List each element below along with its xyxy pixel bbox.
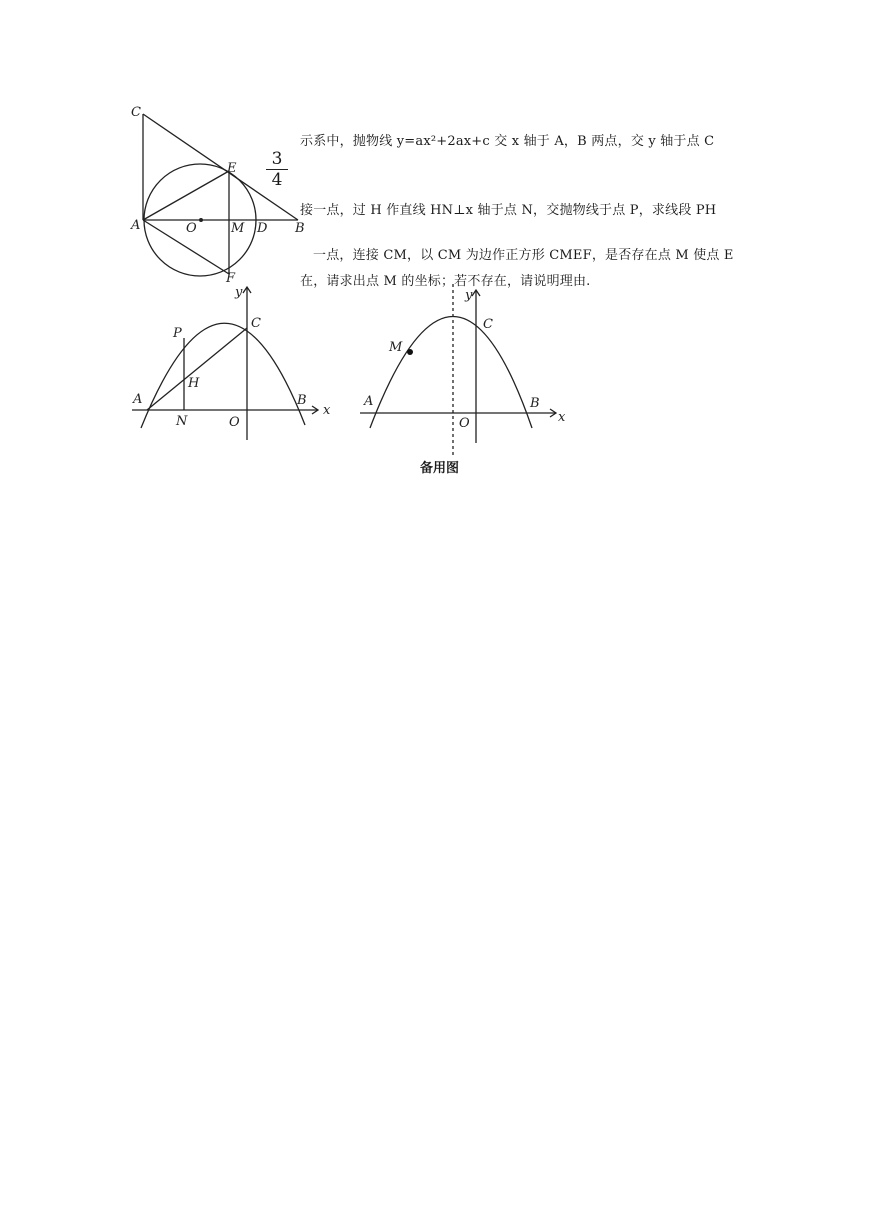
problem-text-line-3: 一点，连接 CM，以 CM 为边作正方形 CMEF，是否存在点 M 使点 E [313, 248, 734, 263]
label-O-2: O [459, 416, 470, 431]
label-x-2: x [558, 410, 566, 425]
label-C-2: C [483, 317, 493, 332]
fraction-numerator: 3 [271, 149, 283, 169]
label-y-2: y [465, 288, 473, 303]
label-A-2: A [364, 394, 374, 409]
label-B-2: B [530, 396, 540, 411]
label-O-1: O [229, 415, 240, 430]
label-B-circle: B [295, 221, 305, 236]
label-N: N [176, 414, 188, 429]
label-D-circle: D [257, 221, 268, 236]
problem-text-line-1: 示系中，抛物线 y=ax²+2ax+c 交 x 轴于 A，B 两点，交 y 轴于点 C [300, 134, 715, 149]
label-A-circle: A [131, 218, 141, 233]
label-y-1: y [235, 285, 243, 300]
label-C-1: C [251, 316, 261, 331]
label-M-2: M [389, 340, 403, 355]
label-C-circle: C [131, 105, 141, 120]
label-H: H [188, 376, 200, 391]
label-A-1: A [133, 392, 143, 407]
spare-figure-caption: 备用图 [420, 461, 460, 476]
problem-text-line-4: 在，请求出点 M 的坐标；若不存在，请说明理由. [300, 274, 591, 289]
label-x-1: x [323, 403, 331, 418]
point-M-dot [407, 349, 413, 355]
label-O-circle: O [186, 221, 197, 236]
label-E-circle: E [227, 161, 237, 176]
problem-text-line-2: 接一点，过 H 作直线 HN⊥x 轴于点 N，交抛物线于点 P，求线段 PH [300, 203, 717, 218]
label-B-1: B [297, 393, 307, 408]
parabola-curve-2 [370, 317, 532, 429]
fraction-denominator: 4 [271, 170, 283, 190]
label-F-circle: F [226, 271, 236, 286]
label-M-circle: M [231, 221, 245, 236]
label-P: P [173, 326, 182, 341]
